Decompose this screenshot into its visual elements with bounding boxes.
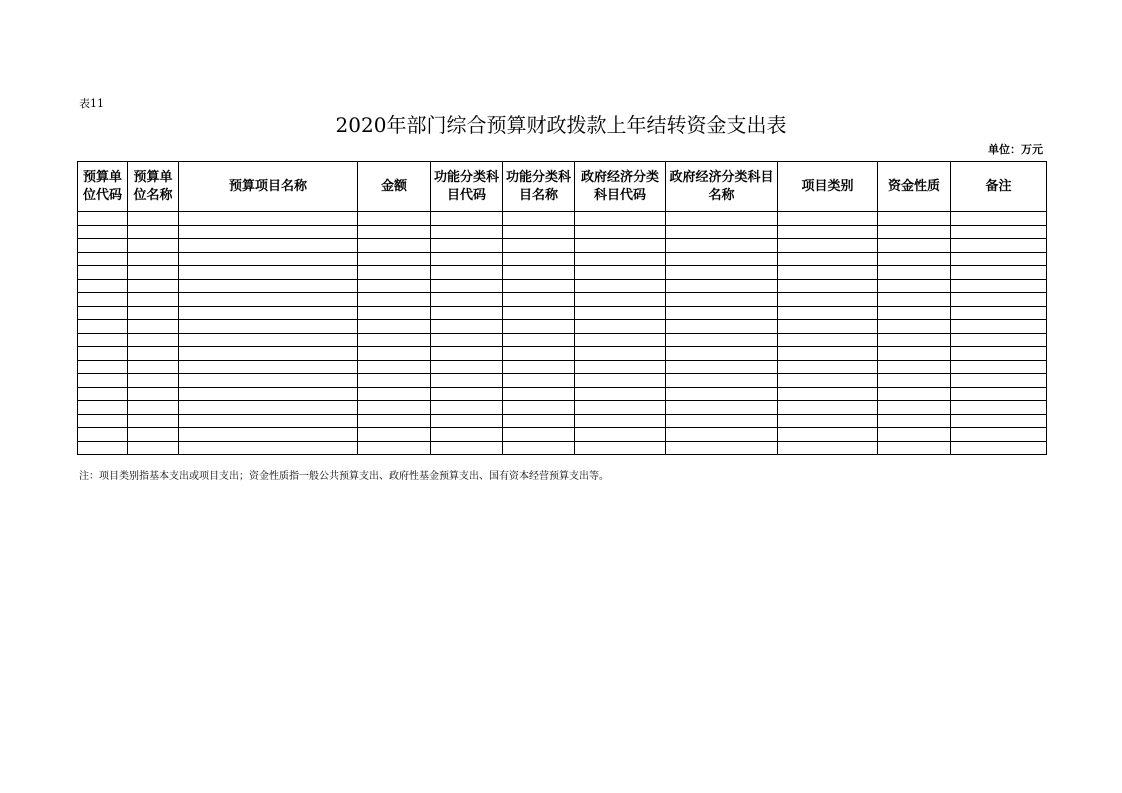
table-cell — [179, 347, 358, 361]
table-row — [78, 293, 1047, 307]
table-cell — [778, 441, 878, 455]
header-row — [78, 162, 1047, 212]
table-cell — [951, 266, 1047, 280]
table-cell — [431, 212, 503, 226]
table-cell — [128, 428, 179, 442]
table-cell — [503, 441, 575, 455]
header-budget-unit-name: 预算单位名称 — [128, 162, 179, 212]
table-cell — [431, 333, 503, 347]
table-cell — [878, 266, 951, 280]
table-cell — [358, 225, 431, 239]
table-cell — [358, 212, 431, 226]
table-cell — [128, 320, 179, 334]
header-fund-nature: 资金性质 — [878, 162, 951, 212]
table-cell — [179, 293, 358, 307]
table-row — [78, 279, 1047, 293]
table-cell — [951, 360, 1047, 374]
table-cell — [128, 360, 179, 374]
table-cell — [503, 374, 575, 388]
table-cell — [128, 279, 179, 293]
table-cell — [666, 387, 778, 401]
table-cell — [128, 252, 179, 266]
table-cell — [128, 441, 179, 455]
table-cell — [128, 347, 179, 361]
table-cell — [951, 333, 1047, 347]
table-row — [78, 374, 1047, 388]
table-cell — [575, 225, 666, 239]
table-cell — [951, 320, 1047, 334]
table-cell — [878, 293, 951, 307]
table-cell — [179, 374, 358, 388]
table-cell — [666, 414, 778, 428]
table-row — [78, 212, 1047, 226]
table-row — [78, 306, 1047, 320]
table-cell — [78, 401, 128, 415]
table-cell — [575, 212, 666, 226]
table-cell — [431, 428, 503, 442]
table-cell — [78, 252, 128, 266]
header-function-name: 功能分类科目名称 — [503, 162, 575, 212]
table-cell — [358, 360, 431, 374]
table-cell — [778, 239, 878, 253]
table-cell — [503, 306, 575, 320]
table-cell — [951, 225, 1047, 239]
table-row — [78, 252, 1047, 266]
table-cell — [503, 414, 575, 428]
table-cell — [431, 360, 503, 374]
table-cell — [575, 360, 666, 374]
table-cell — [358, 239, 431, 253]
table-cell — [503, 239, 575, 253]
table-row — [78, 320, 1047, 334]
header-amount: 金额 — [358, 162, 431, 212]
table-cell — [878, 333, 951, 347]
table-cell — [128, 239, 179, 253]
table-cell — [503, 252, 575, 266]
table-cell — [778, 360, 878, 374]
table-cell — [575, 387, 666, 401]
table-cell — [358, 266, 431, 280]
table-cell — [951, 279, 1047, 293]
footnote: 注：项目类别指基本支出或项目支出；资金性质指一般公共预算支出、政府性基金预算支出、国有资本经营预算支出等。 — [79, 471, 609, 482]
table-cell — [878, 212, 951, 226]
table-cell — [358, 293, 431, 307]
table-cell — [951, 347, 1047, 361]
table-cell — [358, 306, 431, 320]
table-cell — [951, 414, 1047, 428]
table-cell — [666, 306, 778, 320]
table-cell — [179, 252, 358, 266]
table-cell — [666, 279, 778, 293]
table-cell — [503, 428, 575, 442]
table-cell — [431, 441, 503, 455]
header-remarks: 备注 — [951, 162, 1047, 212]
table-cell — [78, 212, 128, 226]
table-cell — [179, 401, 358, 415]
budget-table — [77, 161, 1047, 455]
table-cell — [878, 279, 951, 293]
table-cell — [503, 212, 575, 226]
table-cell — [179, 225, 358, 239]
table-cell — [78, 333, 128, 347]
table-cell — [179, 428, 358, 442]
table-cell — [358, 279, 431, 293]
table-cell — [666, 428, 778, 442]
table-cell — [666, 252, 778, 266]
table-cell — [575, 293, 666, 307]
table-cell — [503, 293, 575, 307]
table-cell — [179, 306, 358, 320]
table-cell — [179, 360, 358, 374]
table-body — [78, 212, 1047, 455]
table-cell — [666, 374, 778, 388]
header-economic-code: 政府经济分类科目代码 — [575, 162, 666, 212]
table-cell — [951, 212, 1047, 226]
table-cell — [778, 374, 878, 388]
table-cell — [179, 441, 358, 455]
table-cell — [179, 320, 358, 334]
table-row — [78, 266, 1047, 280]
table-cell — [358, 252, 431, 266]
table-cell — [78, 374, 128, 388]
table-cell — [431, 374, 503, 388]
table-cell — [878, 347, 951, 361]
table-cell — [878, 239, 951, 253]
table-cell — [128, 293, 179, 307]
table-cell — [778, 414, 878, 428]
table-row — [78, 387, 1047, 401]
table-cell — [128, 333, 179, 347]
table-cell — [666, 266, 778, 280]
table-row — [78, 225, 1047, 239]
unit-label: 单位：万元 — [988, 143, 1043, 156]
table-cell — [878, 401, 951, 415]
table-cell — [878, 306, 951, 320]
header-economic-name: 政府经济分类科目名称 — [666, 162, 778, 212]
header-project-category: 项目类别 — [778, 162, 878, 212]
table-cell — [666, 293, 778, 307]
table-cell — [878, 374, 951, 388]
table-cell — [778, 320, 878, 334]
table-cell — [78, 225, 128, 239]
table-row — [78, 333, 1047, 347]
table-cell — [179, 387, 358, 401]
table-cell — [128, 387, 179, 401]
table-cell — [666, 360, 778, 374]
table-cell — [431, 387, 503, 401]
table-cell — [503, 320, 575, 334]
table-cell — [78, 428, 128, 442]
table-cell — [128, 306, 179, 320]
table-cell — [431, 347, 503, 361]
table-cell — [128, 225, 179, 239]
table-cell — [179, 333, 358, 347]
table-cell — [503, 360, 575, 374]
table-cell — [431, 239, 503, 253]
table-cell — [575, 239, 666, 253]
table-cell — [431, 414, 503, 428]
table-row — [78, 347, 1047, 361]
table-cell — [503, 266, 575, 280]
table-cell — [503, 387, 575, 401]
header-project-name: 预算项目名称 — [179, 162, 358, 212]
table-cell — [778, 333, 878, 347]
table-cell — [575, 266, 666, 280]
table-cell — [778, 252, 878, 266]
table-cell — [128, 212, 179, 226]
table-cell — [431, 293, 503, 307]
table-cell — [179, 266, 358, 280]
table-cell — [78, 414, 128, 428]
table-row — [78, 401, 1047, 415]
table-cell — [778, 212, 878, 226]
table-cell — [878, 320, 951, 334]
table-row — [78, 360, 1047, 374]
table-cell — [128, 401, 179, 415]
table-cell — [503, 225, 575, 239]
table-row — [78, 414, 1047, 428]
table-cell — [878, 441, 951, 455]
table-cell — [78, 239, 128, 253]
table-cell — [358, 441, 431, 455]
table-cell — [179, 239, 358, 253]
table-cell — [878, 414, 951, 428]
table-cell — [78, 306, 128, 320]
table-row — [78, 239, 1047, 253]
table-cell — [666, 347, 778, 361]
table-cell — [666, 401, 778, 415]
table-cell — [951, 293, 1047, 307]
table-cell — [431, 225, 503, 239]
table-cell — [431, 279, 503, 293]
table-cell — [951, 252, 1047, 266]
table-cell — [78, 293, 128, 307]
table-cell — [358, 401, 431, 415]
table-cell — [666, 333, 778, 347]
table-row — [78, 428, 1047, 442]
table-cell — [431, 320, 503, 334]
page-title: 2020年部门综合预算财政拨款上年结转资金支出表 — [335, 113, 787, 137]
header-budget-unit-code: 预算单位代码 — [78, 162, 128, 212]
table-cell — [358, 414, 431, 428]
table-cell — [575, 414, 666, 428]
table-cell — [878, 252, 951, 266]
table-cell — [575, 320, 666, 334]
table-cell — [78, 360, 128, 374]
table-cell — [503, 401, 575, 415]
table-cell — [575, 441, 666, 455]
table-cell — [358, 374, 431, 388]
table-cell — [951, 401, 1047, 415]
table-cell — [778, 347, 878, 361]
table-cell — [575, 279, 666, 293]
table-cell — [575, 333, 666, 347]
table-cell — [951, 374, 1047, 388]
table-cell — [431, 252, 503, 266]
table-cell — [503, 347, 575, 361]
table-cell — [575, 306, 666, 320]
table-cell — [666, 441, 778, 455]
table-number: 表11 — [79, 97, 104, 110]
table-cell — [878, 428, 951, 442]
table-cell — [431, 306, 503, 320]
table-cell — [951, 387, 1047, 401]
table-cell — [778, 225, 878, 239]
header-function-code: 功能分类科目代码 — [431, 162, 503, 212]
table-cell — [179, 212, 358, 226]
table-cell — [778, 293, 878, 307]
table-cell — [878, 387, 951, 401]
table-cell — [575, 252, 666, 266]
table-cell — [78, 347, 128, 361]
table-cell — [666, 320, 778, 334]
table-cell — [503, 333, 575, 347]
table-cell — [128, 266, 179, 280]
table-cell — [778, 401, 878, 415]
table-cell — [575, 347, 666, 361]
table-cell — [951, 306, 1047, 320]
table-cell — [78, 279, 128, 293]
table-cell — [951, 441, 1047, 455]
table-cell — [951, 239, 1047, 253]
table-cell — [778, 387, 878, 401]
table-cell — [431, 266, 503, 280]
table-row — [78, 441, 1047, 455]
table-cell — [575, 428, 666, 442]
table-cell — [575, 401, 666, 415]
table-cell — [358, 320, 431, 334]
table-cell — [78, 266, 128, 280]
table-cell — [951, 428, 1047, 442]
table-cell — [778, 266, 878, 280]
table-cell — [431, 401, 503, 415]
table-cell — [78, 441, 128, 455]
table-cell — [575, 374, 666, 388]
table-cell — [179, 279, 358, 293]
table-cell — [503, 279, 575, 293]
table-cell — [128, 374, 179, 388]
table-cell — [78, 320, 128, 334]
table-cell — [358, 387, 431, 401]
table-cell — [666, 239, 778, 253]
table-cell — [666, 212, 778, 226]
table-cell — [878, 360, 951, 374]
table-cell — [78, 387, 128, 401]
table-cell — [778, 306, 878, 320]
table-cell — [179, 414, 358, 428]
table-cell — [358, 428, 431, 442]
table-cell — [666, 225, 778, 239]
table-cell — [128, 414, 179, 428]
table-cell — [878, 225, 951, 239]
table-cell — [778, 428, 878, 442]
table-cell — [778, 279, 878, 293]
table-cell — [358, 347, 431, 361]
table-cell — [358, 333, 431, 347]
